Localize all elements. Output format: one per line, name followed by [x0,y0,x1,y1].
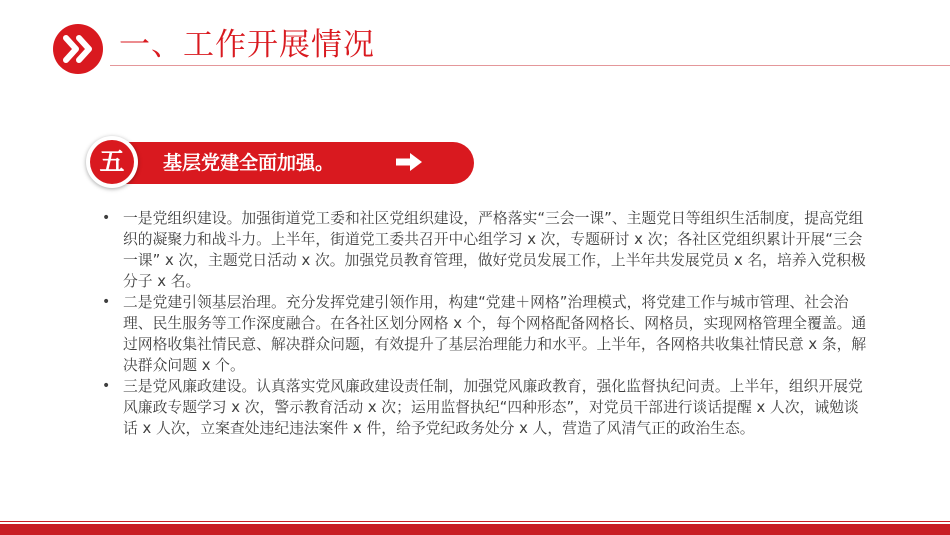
section-number: 五 [90,140,134,184]
bullet-text: 一是党组织建设。加强街道党工委和社区党组织建设，严格落实“三会一课”、主题党日等组织生活制度，提高党组织的凝聚力和战斗力。上半年，街道党工委共召开中心组学习 x 次，专题研讨 x 次；各社区党组织累计开展“三会一课” x 次，主题党日活动 x 次。加强党员教育管理，做好党员发展工作，上半年共发展党员 x 名，培养入党积极分子 x 名。 [123,210,866,290]
title-logo [53,24,103,74]
bullet-marker: • [102,378,111,394]
footer-bar [0,524,950,535]
bullet-text: 三是党风廉政建设。认真落实党风廉政建设责任制，加强党风廉政教育，强化监督执纪问责。上半年，组织开展党风廉政专题学习 x 次，警示教育活动 x 次；运用监督执纪“四种形态”，对党员干部进行谈话提醒 x 人次，诫勉谈话 x 人次，立案查处违纪违法案件 x 件，给予党纪政务处分 x 人，营造了风清气正的政治生态。 [123,378,863,437]
footer-divider [0,521,950,522]
double-chevron-right-icon [53,24,103,74]
bullet-marker: • [102,294,111,310]
list-item [100,292,870,376]
title-divider [110,65,950,66]
bullet-text: 二是党建引领基层治理。充分发挥党建引领作用，构建“党建＋网格”治理模式，将党建工作与城市管理、社会治理、民生服务等工作深度融合。在各社区划分网格 x 个，每个网格配备网格长、网格员，实现网格管理全覆盖。通过网格收集社情民意、解决群众问题，有效提升了基层治理能力和水平。上半年，各网格共收集社情民意 x 条，解决群众问题 x 个。 [123,294,867,374]
page-title: 一、工作开展情况 [119,27,375,63]
list-item [100,376,870,439]
bullet-marker: • [102,210,111,226]
bullet-list [100,208,870,439]
list-item [100,208,870,292]
section-heading: 基层党建全面加强。 [163,152,335,174]
section-number-badge [86,136,138,188]
arrow-right-icon [395,152,423,172]
